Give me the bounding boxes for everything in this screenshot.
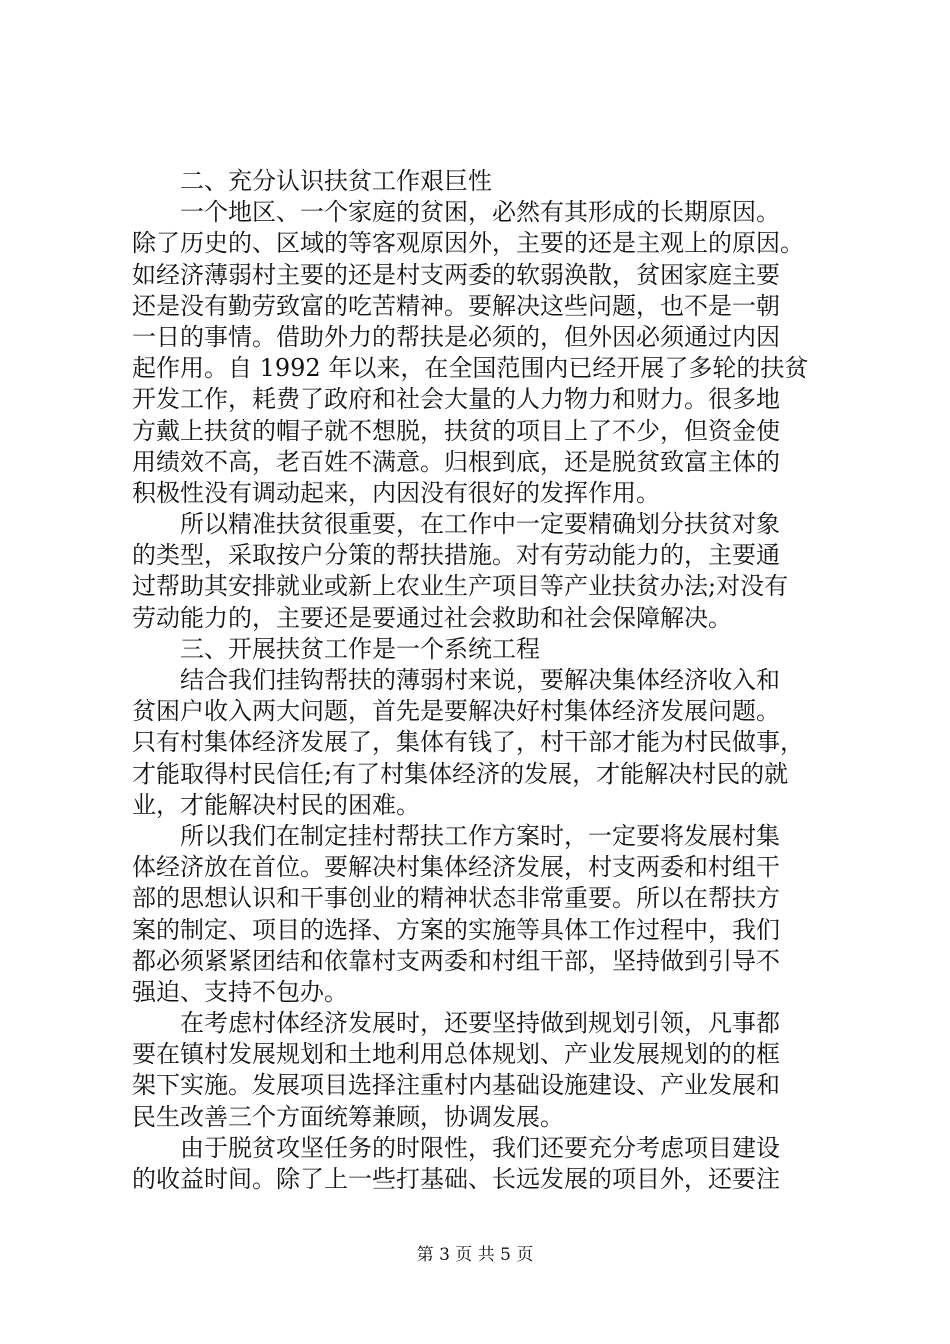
body-text-line: 贫困户收入两大问题，首先是要解决好村集体经济发展问题。 — [132, 697, 780, 726]
body-text-line: 才能取得村民信任;有了村集体经济的发展，才能解决村民的就 — [132, 759, 789, 788]
body-text-line: 体经济放在首位。要解决村集体经济发展，村支两委和村组干 — [132, 853, 780, 882]
body-text-line: 劳动能力的，主要还是要通过社会救助和社会保障解决。 — [132, 603, 732, 632]
body-text-line: 方戴上扶贫的帽子就不想脱，扶贫的项目上了不少，但资金使 — [132, 416, 780, 445]
body-text-line: 业，才能解决村民的困难。 — [132, 790, 420, 819]
body-text-line: 开发工作，耗费了政府和社会大量的人力物力和财力。很多地 — [132, 385, 780, 414]
body-text-line: 部的思想认识和干事创业的精神状态非常重要。所以在帮扶方 — [132, 884, 780, 913]
body-text-line: 三、开展扶贫工作是一个系统工程 — [132, 634, 540, 663]
body-text-line: 民生改善三个方面统筹兼顾，协调发展。 — [132, 1102, 564, 1131]
body-text-line: 案的制定、项目的选择、方案的实施等具体工作过程中，我们 — [132, 915, 780, 944]
body-text-line: 积极性没有调动起来，内因没有很好的发挥作用。 — [132, 478, 660, 507]
body-text-line: 由于脱贫攻坚任务的时限性，我们还要充分考虑项目建设 — [132, 1133, 780, 1162]
body-text-line: 强迫、支持不包办。 — [132, 977, 348, 1006]
body-text-line: 一个地区、一个家庭的贫困，必然有其形成的长期原因。 — [132, 198, 780, 227]
body-text-line: 只有村集体经济发展了，集体有钱了，村干部才能为村民做事， — [132, 728, 804, 757]
body-text-line: 架下实施。发展项目选择注重村内基础设施建设、产业发展和 — [132, 1071, 780, 1100]
body-text-line: 一日的事情。借助外力的帮扶是必须的，但外因必须通过内因 — [132, 322, 780, 351]
body-text-line: 结合我们挂钩帮扶的薄弱村来说，要解决集体经济收入和 — [132, 666, 780, 694]
body-text-line: 除了历史的、区域的等客观原因外，主要的还是主观上的原因。 — [132, 229, 804, 258]
body-text-line: 还是没有勤劳致富的吃苦精神。要解决这些问题，也不是一朝 — [132, 291, 780, 320]
body-text-line: 要在镇村发展规划和土地利用总体规划、产业发展规划的的框 — [132, 1040, 780, 1069]
body-text-line: 过帮助其安排就业或新上农业生产项目等产业扶贫办法;对没有 — [132, 572, 789, 601]
body-text-line: 都必须紧紧团结和依靠村支两委和村组干部，坚持做到引导不 — [132, 946, 780, 975]
body-text-line: 如经济薄弱村主要的还是村支两委的软弱涣散，贫困家庭主要 — [132, 260, 780, 289]
body-text-line: 所以我们在制定挂村帮扶工作方案时，一定要将发展村集 — [132, 821, 780, 850]
body-text-line: 所以精准扶贫很重要，在工作中一定要精确划分扶贫对象 — [132, 510, 780, 539]
body-text-line: 二、充分认识扶贫工作艰巨性 — [132, 167, 492, 195]
body-text-line: 用绩效不高，老百姓不满意。归根到底，还是脱贫致富主体的 — [132, 447, 780, 476]
document-body — [132, 166, 832, 1195]
body-text-line: 起作用。自 1992 年以来，在全国范围内已经开展了多轮的扶贫 — [132, 354, 809, 383]
page-footer: 第 3 页 共 5 页 — [416, 1245, 534, 1265]
body-text-line: 的收益时间。除了上一些打基础、长远发展的项目外，还要注 — [132, 1165, 780, 1193]
body-text-line: 的类型，采取按户分策的帮扶措施。对有劳动能力的，主要通 — [132, 541, 780, 570]
body-text-line: 在考虑村体经济发展时，还要坚持做到规划引领，凡事都 — [132, 1009, 780, 1038]
